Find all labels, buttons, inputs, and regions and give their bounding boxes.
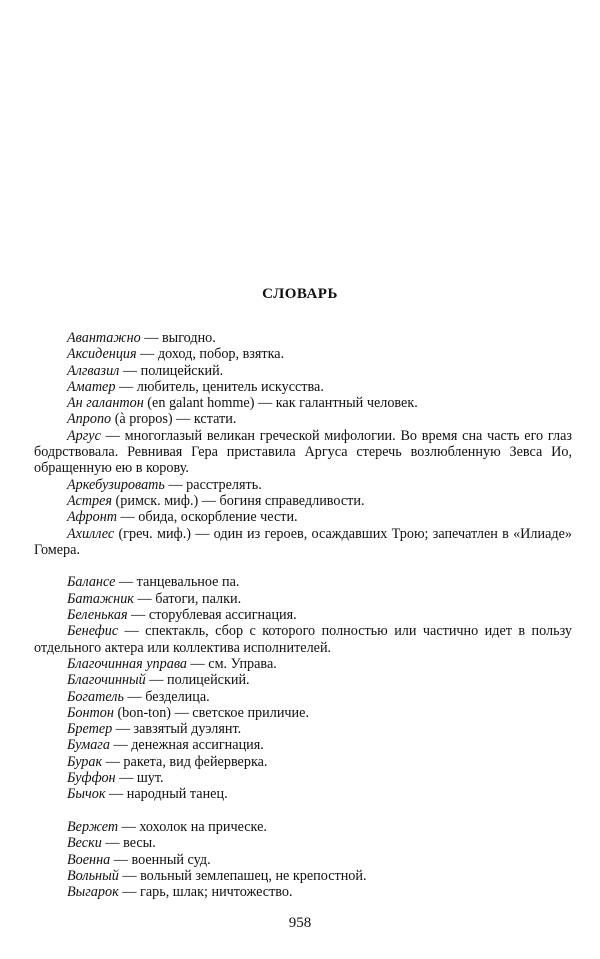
list-item [34,819,572,835]
entry-definition: — спектакль, сбор с которого полностью или частично идет в пользу отдельного актера или коллектива исполнителей. [34,623,572,656]
entry-definition: (римск. миф.) — богиня справедливости. [111,492,365,509]
entry-term: Апропо [67,411,112,428]
entry-term: Беленькая [67,607,128,624]
list-item [34,623,572,656]
list-item [34,395,572,411]
list-item [34,574,572,590]
list-item [34,379,572,395]
entry-term: Алгвазил [67,362,120,379]
entry-definition: (en galant homme) — как галантный человек. [143,395,418,412]
list-item [34,737,572,753]
list-item [34,689,572,705]
list-item [34,493,572,509]
page-number: 958 [288,915,312,931]
entry-term: Ан галантон [67,395,144,412]
list-item [34,770,572,786]
entry-definition: — весы. [101,835,156,852]
entry-term: Военна [67,851,111,868]
entry-definition: — танцевальное па. [115,574,240,591]
page-title: СЛОВАРЬ [262,286,338,302]
list-item [34,591,572,607]
entry-term: Бумага [67,737,110,754]
entry-definition: — доход, побор, взятка. [136,346,285,363]
entry-definition: — многоглазый великан греческой мифологии. Во время сна часть его глаз бодрствовала. Ревнивая Гера приставила Аргуса стеречь возлюбленную Зевса Ио, обращенную ею в корову. [34,427,572,477]
list-item [34,754,572,770]
list-item [34,884,572,900]
entry-term: Батажник [67,590,134,607]
entry-definition: — безделица. [123,688,210,705]
entry-term: Аматер [67,378,116,395]
dictionary-entries [34,330,572,900]
section-gap [34,803,572,819]
entry-definition: — полицейский. [119,362,224,379]
list-item [34,477,572,493]
entry-definition: — народный танец. [105,786,228,803]
entry-definition: — обида, оскорбление чести. [117,509,298,526]
list-item [34,786,572,802]
entry-term: Бурак [67,753,103,770]
entry-definition: — полицейский. [145,672,250,689]
entry-definition: (bon-ton) — светское приличие. [113,704,309,721]
entry-term: Богатель [67,688,124,705]
list-item [34,428,572,477]
entry-term: Авантажно [67,330,141,346]
list-item [34,411,572,427]
entry-definition: — сторублевая ассигнация. [127,607,297,624]
entry-term: Афронт [67,509,117,526]
entry-term: Вески [67,835,102,852]
entry-term: Балансе [67,574,116,591]
entry-definition: — завзятый дуэлянт. [112,721,242,738]
list-item [34,363,572,379]
entry-term: Бретер [67,721,113,738]
entry-term: Аргус [67,427,101,444]
entry-definition: (à propos) — кстати. [111,411,237,428]
entry-term: Благочинный [67,672,146,689]
entry-definition: — военный суд. [110,851,211,868]
list-item [34,526,572,559]
list-item [34,330,572,346]
list-item [34,705,572,721]
list-item [34,656,572,672]
entry-term: Выгарок [67,884,119,901]
entry-definition: — вольный землепашец, не крепостной. [118,867,367,884]
list-item [34,509,572,525]
entry-definition: — хохолок на прическе. [118,818,267,835]
entry-term: Буффон [67,770,116,787]
list-item [34,721,572,737]
list-item [34,868,572,884]
entry-definition: — любитель, ценитель искусства. [115,378,324,395]
entry-definition: (греч. миф.) — один из героев, осаждавших Трою; запечатлен в «Илиаде» Гомера. [34,525,572,558]
entry-term: Аксиденция [67,346,137,363]
entry-term: Аркебузировать [67,476,165,493]
entry-definition: — денежная ассигнация. [109,737,264,754]
entry-definition: — гарь, шлак; ничтожество. [118,884,293,901]
entry-definition: — ракета, вид фейерверка. [102,753,268,770]
entry-term: Бычок [67,786,106,803]
entry-definition: — выгодно. [140,330,216,346]
entry-term: Благочинная управа [67,655,187,672]
entry-definition: — шут. [115,770,164,787]
entry-term: Астрея [67,492,112,509]
entry-definition: — батоги, палки. [133,590,242,607]
section-gap [34,558,572,574]
list-item [34,672,572,688]
entry-definition: — расстрелять. [164,476,262,493]
entry-definition: — см. Управа. [187,655,277,672]
list-item [34,346,572,362]
list-item [34,852,572,868]
entry-term: Ахиллес [67,525,115,542]
entry-term: Вольный [67,867,119,884]
entry-term: Бонтон [67,704,114,721]
list-item [34,607,572,623]
entry-term: Вержет [67,818,119,835]
list-item [34,835,572,851]
entry-term: Бенефис [67,623,119,640]
